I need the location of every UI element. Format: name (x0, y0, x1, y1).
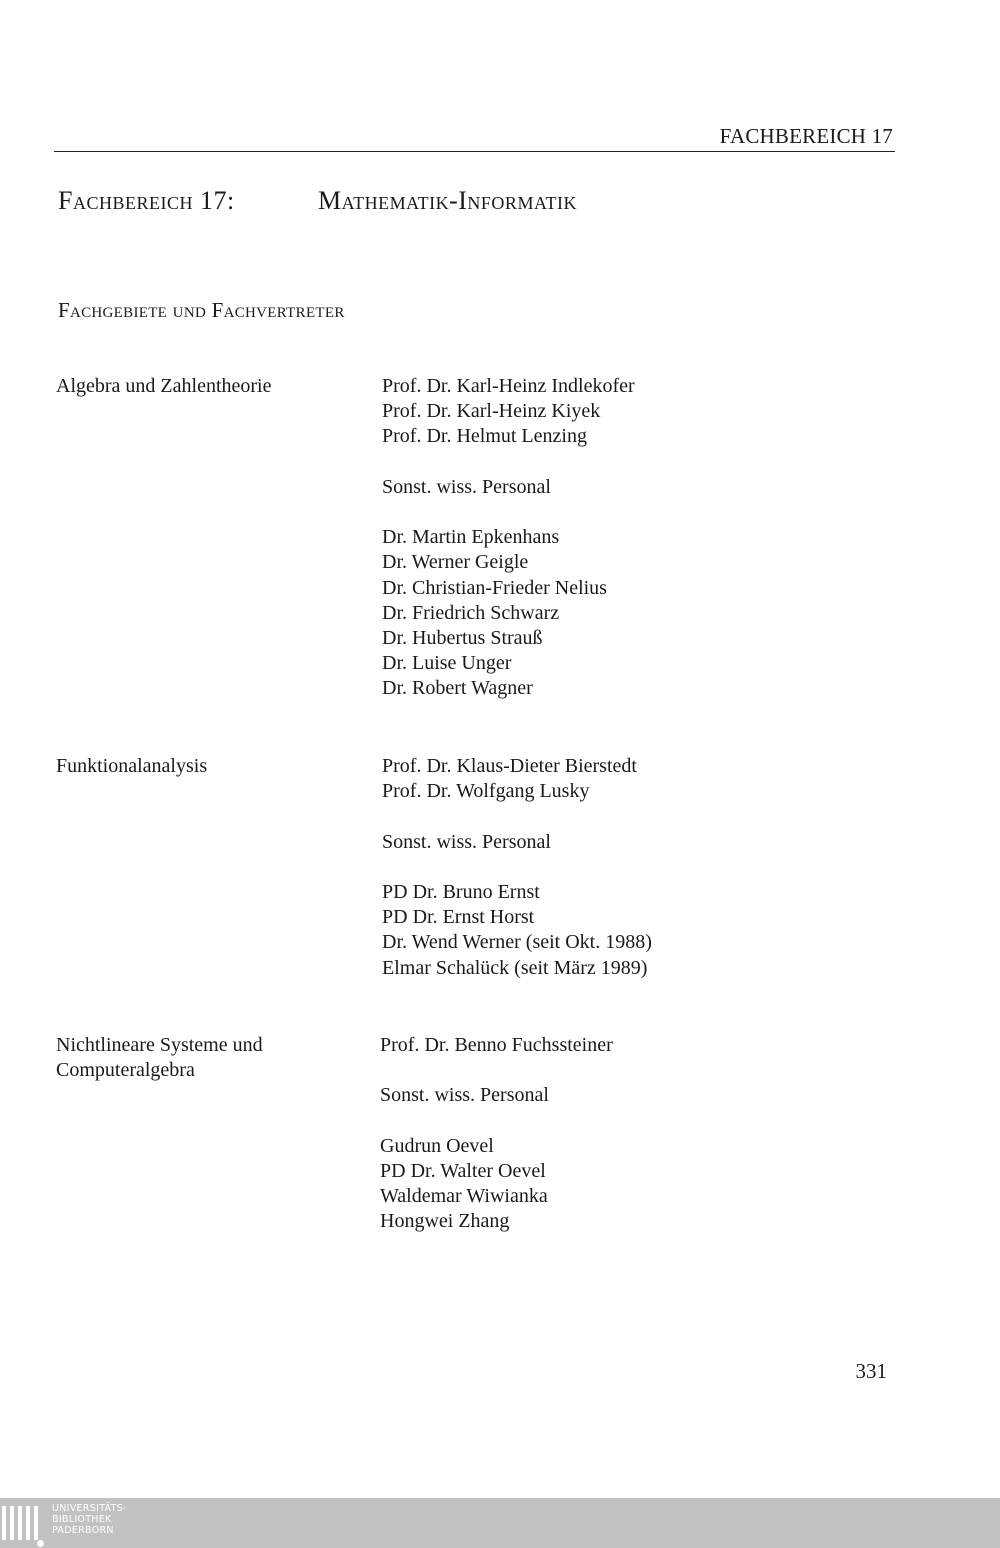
staff-name: Dr. Martin Epkenhans (382, 526, 560, 549)
professor-name: Prof. Dr. Klaus-Dieter Bierstedt (382, 755, 637, 777)
section-title: Fachgebiete und Fachvertreter (58, 298, 345, 322)
library-name-line: PADERBORN (52, 1525, 114, 1536)
library-barcode-logo-icon (2, 1506, 50, 1540)
professor-name: Prof. Dr. Karl-Heinz Indlekofer (382, 375, 635, 397)
staff-name: Dr. Luise Unger (382, 652, 512, 675)
staff-name: Hongwei Zhang (380, 1210, 510, 1233)
library-footer-bar (0, 1498, 1000, 1548)
staff-label: Sonst. wiss. Personal (382, 475, 551, 498)
staff-name: PD Dr. Walter Oevel (380, 1159, 546, 1182)
field-name (56, 1033, 336, 1083)
staff-name: Dr. Christian-Frieder Nelius (382, 576, 607, 599)
field-name (56, 374, 336, 399)
staff-name: Elmar Schalück (seit März 1989) (382, 956, 648, 979)
chapter-label: Fachbereich 17: (58, 186, 235, 215)
staff-label: Sonst. wiss. Personal (382, 830, 551, 853)
field-people (380, 1033, 900, 1235)
field-name (56, 754, 336, 779)
staff-name: Dr. Wend Werner (seit Okt. 1988) (382, 931, 652, 954)
field-people (382, 374, 902, 702)
page-number: 331 (855, 1359, 887, 1383)
professor-name: Prof. Dr. Helmut Lenzing (382, 425, 587, 448)
chapter-title (58, 186, 577, 216)
library-name-line: BIBLIOTHEK (52, 1514, 112, 1525)
staff-label: Sonst. wiss. Personal (380, 1084, 549, 1107)
staff-name: Gudrun Oevel (380, 1134, 494, 1157)
professor-name: Prof. Dr. Wolfgang Lusky (382, 780, 590, 803)
field-name-line: Nichtlineare Systeme und (56, 1034, 263, 1056)
staff-name: PD Dr. Ernst Horst (382, 906, 535, 929)
chapter-subject: Mathematik-Informatik (318, 186, 577, 215)
library-name (52, 1503, 127, 1536)
staff-name: Dr. Robert Wagner (382, 677, 533, 700)
header-rule (54, 151, 895, 152)
staff-name: Waldemar Wiwianka (380, 1185, 548, 1208)
professor-name: Prof. Dr. Karl-Heinz Kiyek (382, 400, 601, 423)
field-name-line: Funktionalanalysis (56, 755, 208, 777)
field-name-line: Computeralgebra (56, 1059, 195, 1082)
field-name-line: Algebra und Zahlentheorie (56, 375, 272, 397)
staff-name: Dr. Friedrich Schwarz (382, 601, 560, 624)
staff-name: PD Dr. Bruno Ernst (382, 880, 540, 903)
staff-name: Dr. Hubertus Strauß (382, 627, 543, 649)
staff-name: Dr. Werner Geigle (382, 551, 529, 574)
professor-name: Prof. Dr. Benno Fuchssteiner (380, 1034, 613, 1056)
running-head: FACHBEREICH 17 (719, 124, 893, 148)
field-people (382, 754, 902, 981)
library-name-line: UNIVERSITÄTS- (52, 1503, 127, 1514)
